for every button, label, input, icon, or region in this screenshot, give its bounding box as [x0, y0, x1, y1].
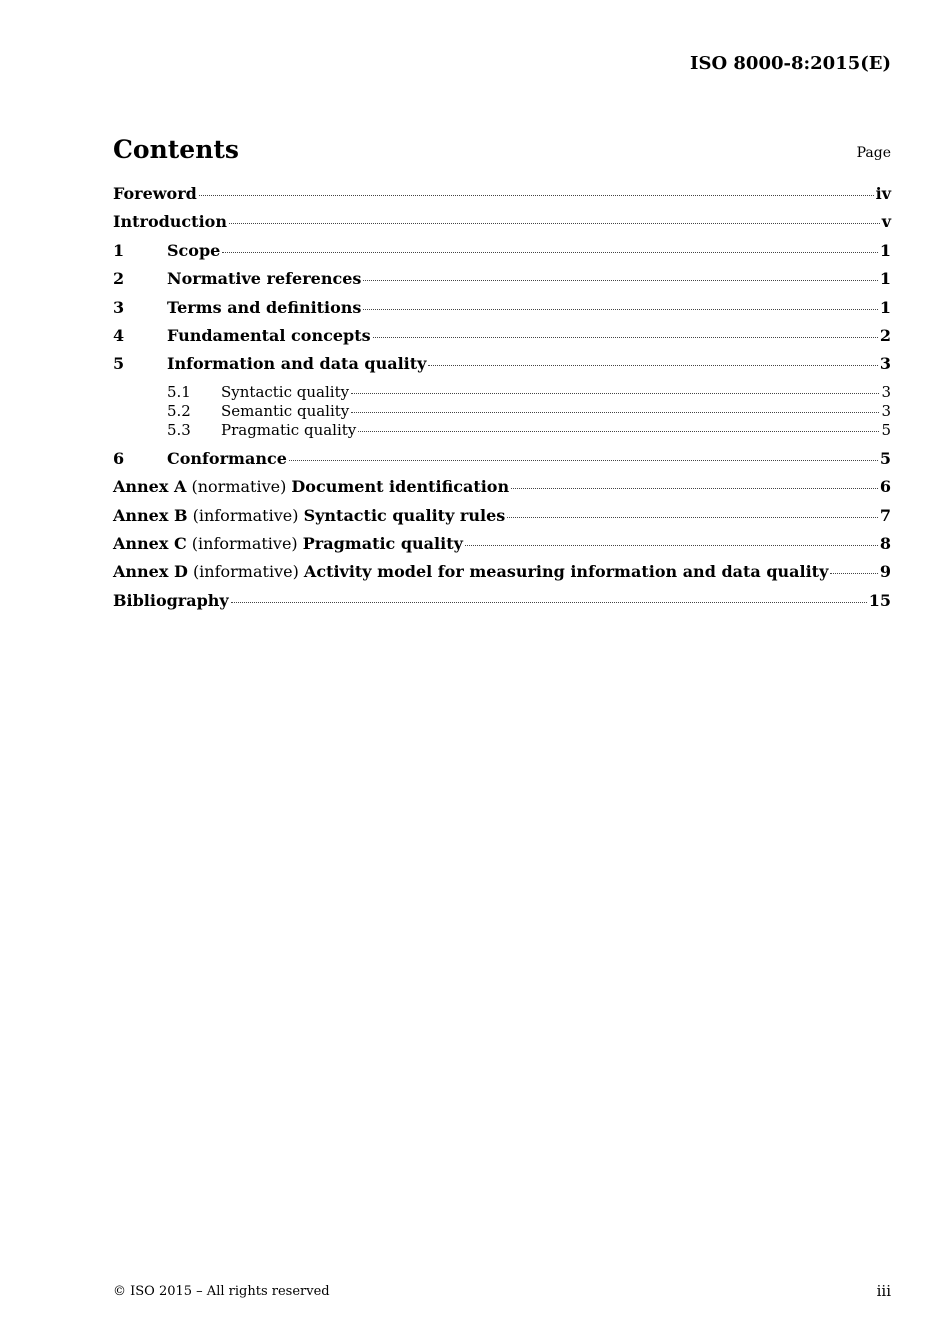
toc-entry[interactable]	[113, 269, 891, 297]
toc-entry[interactable]	[113, 298, 891, 326]
toc-entry-title-text: Bibliography	[113, 590, 229, 610]
toc-entry-title	[221, 402, 349, 420]
toc-entry-title	[167, 354, 426, 373]
toc-entry-title-text: Foreword	[113, 184, 197, 203]
toc-entry-title-text: Normative references	[167, 269, 362, 289]
toc-entry[interactable]	[113, 212, 891, 240]
annex-qualifier: (informative)	[192, 505, 299, 525]
toc-entry-number: 5.2	[167, 401, 191, 420]
annex-qualifier: (informative)	[191, 533, 298, 553]
toc-entry-page: 15	[868, 590, 891, 610]
toc-entry-number: 3	[113, 297, 125, 317]
toc-entry[interactable]	[113, 184, 891, 212]
toc-entry-title-text: Introduction	[113, 212, 227, 232]
toc-entry-page: 5	[879, 448, 891, 468]
table-of-contents	[113, 184, 891, 619]
toc-entry-page: 1	[879, 269, 891, 289]
annex-label: Annex D	[113, 562, 188, 582]
dot-leader	[428, 365, 877, 366]
dot-leader	[363, 280, 877, 281]
toc-entry-page: 5	[881, 420, 891, 439]
toc-entry-title	[113, 477, 509, 496]
toc-entry-page: 3	[879, 354, 891, 374]
dot-leader	[363, 309, 877, 310]
dot-leader	[199, 195, 874, 196]
dot-leader	[465, 545, 878, 546]
toc-entry-number: 5	[113, 354, 125, 374]
toc-entry[interactable]	[113, 383, 891, 402]
toc-entry[interactable]	[113, 354, 891, 382]
copyright-notice: © ISO 2015 – All rights reserved	[113, 1284, 330, 1299]
dot-leader	[358, 431, 879, 432]
toc-entry-number: 2	[113, 269, 125, 289]
toc-entry-page: v	[881, 212, 891, 232]
toc-entry-title	[167, 298, 361, 317]
toc-entry-page: 3	[881, 401, 891, 420]
toc-entry[interactable]	[113, 326, 891, 354]
toc-entry[interactable]	[113, 534, 891, 562]
document-id: ISO 8000-8:2015(E)	[690, 53, 891, 74]
toc-entry-title-text: Fundamental concepts	[167, 325, 371, 345]
page-number: iii	[876, 1282, 891, 1300]
annex-title: Document identification	[291, 477, 510, 497]
toc-entry-title-text: Pragmatic quality	[221, 420, 357, 439]
contents-title: Contents	[113, 135, 240, 164]
dot-leader	[231, 602, 867, 603]
toc-entry-title-text: Semantic quality	[221, 401, 350, 420]
toc-entry-title	[167, 269, 361, 288]
toc-entry-title	[221, 383, 349, 401]
toc-entry-page: 1	[879, 240, 891, 260]
toc-entry-number: 5.1	[167, 382, 191, 401]
annex-qualifier: (informative)	[192, 562, 299, 582]
toc-entry-title	[167, 449, 287, 468]
toc-entry-number: 6	[113, 448, 125, 468]
annex-label: Annex A	[113, 477, 187, 497]
toc-entry-title-text: Syntactic quality	[221, 382, 350, 401]
toc-entry-title	[113, 184, 197, 203]
toc-entry-number: 4	[113, 325, 125, 345]
toc-entry[interactable]	[113, 449, 891, 477]
dot-leader	[229, 223, 880, 224]
dot-leader	[222, 252, 878, 253]
toc-entry-title-text: Terms and definitions	[167, 297, 362, 317]
toc-entry[interactable]	[113, 421, 891, 449]
toc-entry-title	[113, 506, 505, 525]
dot-leader	[830, 573, 878, 574]
toc-entry-title-text: Scope	[167, 240, 221, 260]
page-column-label: Page	[856, 145, 891, 161]
toc-entry[interactable]	[113, 591, 891, 619]
toc-entry[interactable]	[113, 562, 891, 590]
toc-entry[interactable]	[113, 241, 891, 269]
annex-qualifier: (normative)	[191, 477, 287, 497]
toc-entry-page: 9	[879, 562, 891, 582]
toc-entry-title	[113, 212, 227, 231]
toc-entry-page: 2	[879, 325, 891, 345]
contents-header	[113, 130, 891, 164]
toc-entry-page: 8	[879, 533, 891, 553]
toc-entry-title	[113, 591, 229, 610]
toc-entry-title	[167, 326, 371, 345]
toc-entry-page: 3	[881, 382, 891, 401]
annex-label: Annex B	[113, 505, 188, 525]
dot-leader	[507, 517, 878, 518]
dot-leader	[511, 488, 878, 489]
toc-entry-page: 7	[879, 505, 891, 525]
toc-entry-page: 6	[879, 477, 891, 497]
toc-entry-title	[113, 534, 463, 553]
toc-entry-title-text: Information and data quality	[167, 354, 427, 374]
toc-entry-page: iv	[875, 184, 891, 203]
annex-title: Activity model for measuring information and data quality	[303, 562, 829, 582]
toc-entry-title	[221, 421, 356, 439]
toc-entry[interactable]	[113, 402, 891, 421]
toc-entry[interactable]	[113, 506, 891, 534]
toc-entry-number: 5.3	[167, 420, 191, 439]
annex-title: Pragmatic quality	[302, 533, 463, 553]
toc-entry-title	[167, 241, 220, 260]
dot-leader	[289, 460, 878, 461]
toc-entry[interactable]	[113, 477, 891, 505]
dot-leader	[351, 412, 879, 413]
dot-leader	[373, 337, 878, 338]
annex-label: Annex C	[113, 533, 187, 553]
dot-leader	[351, 393, 879, 394]
toc-entry-title	[113, 562, 828, 581]
annex-title: Syntactic quality rules	[303, 505, 506, 525]
toc-entry-page: 1	[879, 297, 891, 317]
toc-entry-number: 1	[113, 240, 125, 260]
toc-entry-title-text: Conformance	[167, 448, 287, 468]
